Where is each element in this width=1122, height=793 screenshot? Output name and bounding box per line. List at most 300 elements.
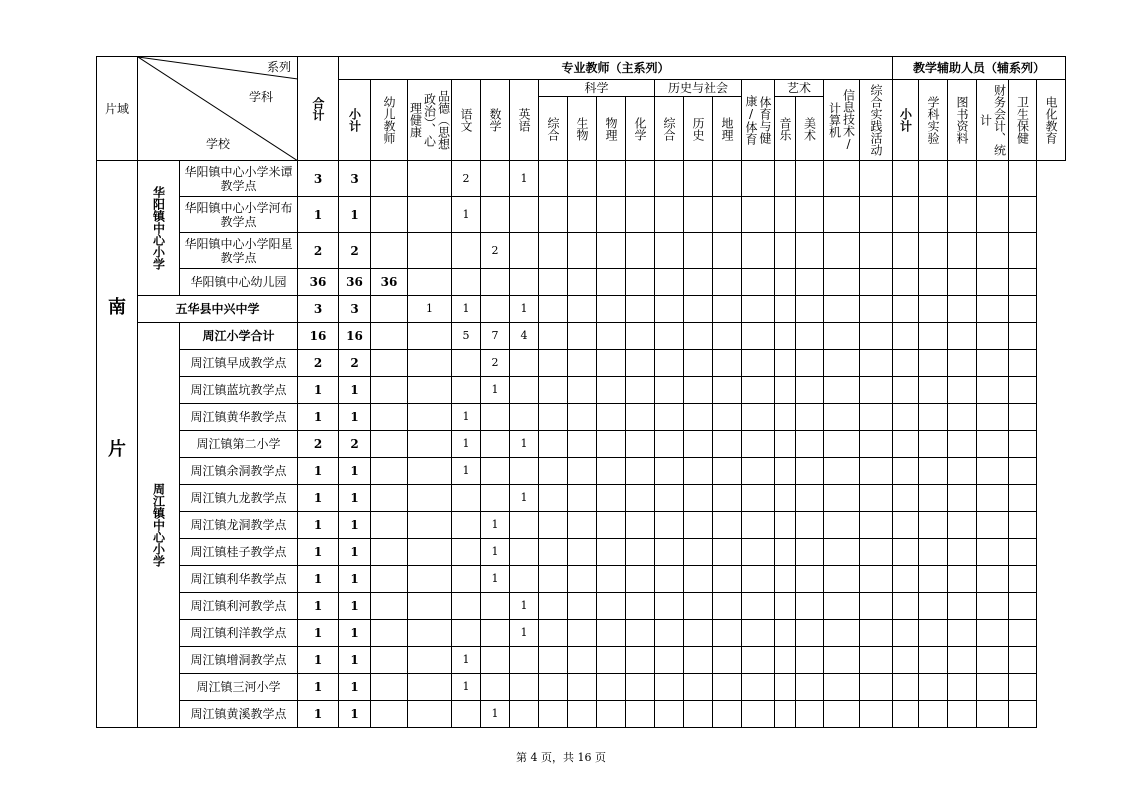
- subtotal-cell: 1: [339, 404, 371, 431]
- diag-school-label: 学校: [206, 137, 231, 151]
- header-hist-soc: 历史与社会: [655, 80, 742, 97]
- empty-cell: [860, 431, 893, 458]
- header-chemistry: 化学: [626, 97, 655, 161]
- empty-cell: [977, 674, 1009, 701]
- empty-cell: [539, 458, 568, 485]
- school-name-cell: 周江镇利华教学点: [180, 566, 298, 593]
- empty-cell: [919, 539, 948, 566]
- school-name-cell: 周江镇利洋教学点: [180, 620, 298, 647]
- empty-cell: [860, 620, 893, 647]
- empty-cell: [893, 404, 919, 431]
- empty-cell: [742, 458, 775, 485]
- empty-cell: [919, 566, 948, 593]
- empty-cell: [796, 458, 824, 485]
- total-cell: 3: [298, 296, 339, 323]
- empty-cell: [626, 431, 655, 458]
- empty-cell: [655, 566, 684, 593]
- empty-cell: [796, 377, 824, 404]
- table-row: [97, 701, 1066, 728]
- empty-cell: [977, 512, 1009, 539]
- empty-cell: [796, 431, 824, 458]
- table-row: [97, 647, 1066, 674]
- empty-cell: [742, 377, 775, 404]
- empty-cell: [796, 269, 824, 296]
- total-cell: 3: [298, 161, 339, 197]
- empty-cell: [742, 296, 775, 323]
- moral-cell: [408, 377, 452, 404]
- subtotal-cell: 1: [339, 593, 371, 620]
- total-cell: 1: [298, 593, 339, 620]
- table-row: [97, 233, 1066, 269]
- empty-cell: [1009, 458, 1037, 485]
- preschool-cell: [371, 620, 408, 647]
- group-name-cell: 华阳镇中心小学: [138, 161, 180, 296]
- moral-cell: [408, 161, 452, 197]
- empty-cell: [919, 197, 948, 233]
- empty-cell: [539, 647, 568, 674]
- chinese-cell: 1: [452, 296, 481, 323]
- empty-cell: [597, 350, 626, 377]
- empty-cell: [796, 566, 824, 593]
- preschool-cell: [371, 458, 408, 485]
- empty-cell: [1009, 431, 1037, 458]
- empty-cell: [1009, 593, 1037, 620]
- chinese-cell: [452, 269, 481, 296]
- empty-cell: [824, 296, 860, 323]
- empty-cell: [626, 323, 655, 350]
- header-finance: 财务会计、统计: [977, 80, 1009, 161]
- empty-cell: [1009, 647, 1037, 674]
- empty-cell: [948, 458, 977, 485]
- empty-cell: [893, 350, 919, 377]
- empty-cell: [977, 404, 1009, 431]
- empty-cell: [1009, 539, 1037, 566]
- moral-cell: [408, 431, 452, 458]
- school-name-cell: 周江镇余洞教学点: [180, 458, 298, 485]
- empty-cell: [824, 593, 860, 620]
- empty-cell: [824, 431, 860, 458]
- header-av: 电化教育: [1037, 80, 1066, 161]
- math-cell: [481, 197, 510, 233]
- empty-cell: [775, 485, 796, 512]
- subtotal-cell: 3: [339, 161, 371, 197]
- empty-cell: [539, 233, 568, 269]
- empty-cell: [684, 485, 713, 512]
- moral-cell: [408, 323, 452, 350]
- empty-cell: [568, 431, 597, 458]
- table-row: [97, 269, 1066, 296]
- empty-cell: [655, 161, 684, 197]
- empty-cell: [626, 197, 655, 233]
- chinese-cell: [452, 233, 481, 269]
- empty-cell: [824, 485, 860, 512]
- empty-cell: [775, 431, 796, 458]
- empty-cell: [597, 593, 626, 620]
- preschool-cell: [371, 197, 408, 233]
- empty-cell: [713, 566, 742, 593]
- empty-cell: [977, 296, 1009, 323]
- subtotal-cell: 36: [339, 269, 371, 296]
- empty-cell: [893, 485, 919, 512]
- empty-cell: [568, 197, 597, 233]
- english-cell: [510, 269, 539, 296]
- empty-cell: [597, 701, 626, 728]
- empty-cell: [977, 377, 1009, 404]
- math-cell: [481, 296, 510, 323]
- header-biology: 生物: [568, 97, 597, 161]
- chinese-cell: 1: [452, 404, 481, 431]
- empty-cell: [684, 593, 713, 620]
- empty-cell: [796, 323, 824, 350]
- empty-cell: [626, 350, 655, 377]
- empty-cell: [824, 701, 860, 728]
- moral-cell: [408, 485, 452, 512]
- school-name-cell: 华阳镇中心小学阳星教学点: [180, 233, 298, 269]
- empty-cell: [539, 269, 568, 296]
- math-cell: 7: [481, 323, 510, 350]
- empty-cell: [597, 377, 626, 404]
- empty-cell: [597, 269, 626, 296]
- english-cell: [510, 566, 539, 593]
- empty-cell: [948, 485, 977, 512]
- header-it: 信息技术/计算机: [824, 80, 860, 161]
- header-lab: 学科实验: [919, 80, 948, 161]
- empty-cell: [713, 377, 742, 404]
- diag-series-label: 系列: [266, 60, 291, 74]
- empty-cell: [775, 323, 796, 350]
- header-physics: 物理: [597, 97, 626, 161]
- empty-cell: [713, 620, 742, 647]
- math-cell: 1: [481, 566, 510, 593]
- empty-cell: [713, 647, 742, 674]
- empty-cell: [977, 593, 1009, 620]
- empty-cell: [568, 593, 597, 620]
- empty-cell: [655, 233, 684, 269]
- preschool-cell: [371, 566, 408, 593]
- empty-cell: [655, 539, 684, 566]
- empty-cell: [655, 269, 684, 296]
- empty-cell: [775, 539, 796, 566]
- empty-cell: [977, 647, 1009, 674]
- empty-cell: [713, 701, 742, 728]
- empty-cell: [539, 350, 568, 377]
- header-diagonal-cell: [138, 57, 298, 161]
- empty-cell: [626, 647, 655, 674]
- math-cell: [481, 620, 510, 647]
- empty-cell: [948, 701, 977, 728]
- empty-cell: [948, 323, 977, 350]
- region-cell: [97, 161, 138, 728]
- empty-cell: [655, 197, 684, 233]
- header-preschool: 幼儿教师: [371, 80, 408, 161]
- preschool-cell: [371, 404, 408, 431]
- table-row: [97, 296, 1066, 323]
- header-music: 音乐: [775, 97, 796, 161]
- empty-cell: [948, 377, 977, 404]
- empty-cell: [742, 701, 775, 728]
- empty-cell: [568, 620, 597, 647]
- subtotal-cell: 1: [339, 197, 371, 233]
- empty-cell: [626, 512, 655, 539]
- empty-cell: [568, 458, 597, 485]
- empty-cell: [1009, 512, 1037, 539]
- total-cell: 36: [298, 269, 339, 296]
- empty-cell: [775, 647, 796, 674]
- empty-cell: [713, 539, 742, 566]
- empty-cell: [713, 512, 742, 539]
- empty-cell: [713, 404, 742, 431]
- school-name-cell: 周江镇蓝坑教学点: [180, 377, 298, 404]
- math-cell: 1: [481, 377, 510, 404]
- preschool-cell: [371, 431, 408, 458]
- math-cell: [481, 674, 510, 701]
- empty-cell: [713, 269, 742, 296]
- empty-cell: [742, 197, 775, 233]
- empty-cell: [539, 161, 568, 197]
- empty-cell: [1009, 485, 1037, 512]
- empty-cell: [860, 377, 893, 404]
- empty-cell: [539, 377, 568, 404]
- chinese-cell: [452, 377, 481, 404]
- empty-cell: [824, 323, 860, 350]
- empty-cell: [860, 593, 893, 620]
- empty-cell: [948, 296, 977, 323]
- empty-cell: [568, 233, 597, 269]
- empty-cell: [824, 539, 860, 566]
- subtotal-cell: 1: [339, 512, 371, 539]
- empty-cell: [539, 323, 568, 350]
- empty-cell: [655, 350, 684, 377]
- empty-cell: [948, 404, 977, 431]
- empty-cell: [597, 620, 626, 647]
- empty-cell: [655, 620, 684, 647]
- total-cell: 1: [298, 620, 339, 647]
- empty-cell: [948, 233, 977, 269]
- chinese-cell: [452, 593, 481, 620]
- moral-cell: [408, 701, 452, 728]
- chinese-cell: [452, 350, 481, 377]
- empty-cell: [824, 566, 860, 593]
- empty-cell: [919, 701, 948, 728]
- header-arts: 艺术: [775, 80, 824, 97]
- empty-cell: [919, 674, 948, 701]
- empty-cell: [948, 431, 977, 458]
- math-cell: [481, 404, 510, 431]
- empty-cell: [713, 161, 742, 197]
- header-english: 英语: [510, 80, 539, 161]
- empty-cell: [860, 539, 893, 566]
- empty-cell: [684, 269, 713, 296]
- empty-cell: [824, 269, 860, 296]
- moral-cell: [408, 197, 452, 233]
- table-row: [97, 485, 1066, 512]
- empty-cell: [655, 377, 684, 404]
- empty-cell: [655, 593, 684, 620]
- empty-cell: [1009, 377, 1037, 404]
- empty-cell: [977, 269, 1009, 296]
- empty-cell: [626, 593, 655, 620]
- empty-cell: [713, 350, 742, 377]
- total-cell: 1: [298, 512, 339, 539]
- empty-cell: [568, 566, 597, 593]
- math-cell: 1: [481, 539, 510, 566]
- empty-cell: [948, 512, 977, 539]
- empty-cell: [775, 161, 796, 197]
- empty-cell: [742, 431, 775, 458]
- empty-cell: [775, 197, 796, 233]
- preschool-cell: [371, 350, 408, 377]
- table-row: [97, 350, 1066, 377]
- empty-cell: [713, 197, 742, 233]
- empty-cell: [977, 458, 1009, 485]
- table-row: [97, 404, 1066, 431]
- total-cell: 1: [298, 458, 339, 485]
- school-name-cell: 华阳镇中心小学米谭教学点: [180, 161, 298, 197]
- preschool-cell: [371, 593, 408, 620]
- total-cell: 16: [298, 323, 339, 350]
- chinese-cell: 1: [452, 674, 481, 701]
- empty-cell: [568, 485, 597, 512]
- empty-cell: [919, 620, 948, 647]
- chinese-cell: 1: [452, 197, 481, 233]
- empty-cell: [713, 458, 742, 485]
- empty-cell: [860, 197, 893, 233]
- empty-cell: [655, 458, 684, 485]
- empty-cell: [948, 269, 977, 296]
- moral-cell: [408, 566, 452, 593]
- empty-cell: [713, 593, 742, 620]
- empty-cell: [824, 350, 860, 377]
- empty-cell: [597, 404, 626, 431]
- empty-cell: [742, 512, 775, 539]
- moral-cell: [408, 404, 452, 431]
- moral-cell: [408, 674, 452, 701]
- preschool-cell: [371, 647, 408, 674]
- empty-cell: [775, 233, 796, 269]
- region-char-1: 南: [108, 297, 126, 318]
- empty-cell: [775, 512, 796, 539]
- empty-cell: [860, 458, 893, 485]
- empty-cell: [919, 161, 948, 197]
- table-row: [97, 512, 1066, 539]
- empty-cell: [539, 296, 568, 323]
- empty-cell: [626, 296, 655, 323]
- subtotal-cell: 1: [339, 566, 371, 593]
- empty-cell: [893, 620, 919, 647]
- empty-cell: [977, 431, 1009, 458]
- total-cell: 1: [298, 674, 339, 701]
- empty-cell: [1009, 701, 1037, 728]
- empty-cell: [860, 485, 893, 512]
- empty-cell: [539, 593, 568, 620]
- empty-cell: [597, 161, 626, 197]
- preschool-cell: [371, 323, 408, 350]
- empty-cell: [742, 233, 775, 269]
- empty-cell: [539, 431, 568, 458]
- empty-cell: [626, 233, 655, 269]
- subtotal-cell: 2: [339, 350, 371, 377]
- empty-cell: [626, 161, 655, 197]
- empty-cell: [568, 377, 597, 404]
- preschool-cell: [371, 701, 408, 728]
- empty-cell: [796, 701, 824, 728]
- empty-cell: [775, 404, 796, 431]
- empty-cell: [824, 377, 860, 404]
- empty-cell: [626, 620, 655, 647]
- empty-cell: [860, 296, 893, 323]
- empty-cell: [919, 431, 948, 458]
- empty-cell: [742, 350, 775, 377]
- empty-cell: [796, 197, 824, 233]
- total-cell: 1: [298, 485, 339, 512]
- empty-cell: [684, 350, 713, 377]
- empty-cell: [948, 350, 977, 377]
- empty-cell: [742, 593, 775, 620]
- empty-cell: [860, 566, 893, 593]
- table-row: [97, 197, 1066, 233]
- empty-cell: [824, 647, 860, 674]
- header-subtotal: 小计: [339, 80, 371, 161]
- empty-cell: [684, 539, 713, 566]
- total-cell: 1: [298, 701, 339, 728]
- english-cell: [510, 647, 539, 674]
- header-geography: 地理: [713, 97, 742, 161]
- empty-cell: [860, 323, 893, 350]
- empty-cell: [1009, 674, 1037, 701]
- subtotal-cell: 2: [339, 431, 371, 458]
- empty-cell: [775, 296, 796, 323]
- math-cell: 1: [481, 512, 510, 539]
- empty-cell: [919, 593, 948, 620]
- empty-cell: [655, 431, 684, 458]
- empty-cell: [1009, 269, 1037, 296]
- school-name-cell: 周江镇第二小学: [180, 431, 298, 458]
- empty-cell: [1009, 233, 1037, 269]
- empty-cell: [919, 296, 948, 323]
- table-row: [97, 431, 1066, 458]
- empty-cell: [597, 566, 626, 593]
- header-chinese: 语文: [452, 80, 481, 161]
- math-cell: [481, 593, 510, 620]
- empty-cell: [824, 197, 860, 233]
- chinese-cell: 1: [452, 647, 481, 674]
- table-row: [97, 674, 1066, 701]
- english-cell: [510, 674, 539, 701]
- empty-cell: [1009, 197, 1037, 233]
- moral-cell: [408, 647, 452, 674]
- total-cell: 1: [298, 377, 339, 404]
- empty-cell: [742, 323, 775, 350]
- empty-cell: [796, 539, 824, 566]
- empty-cell: [893, 566, 919, 593]
- total-cell: 1: [298, 566, 339, 593]
- subtotal-cell: 1: [339, 377, 371, 404]
- empty-cell: [796, 161, 824, 197]
- empty-cell: [977, 233, 1009, 269]
- empty-cell: [684, 323, 713, 350]
- school-name-cell: 华阳镇中心小学河布教学点: [180, 197, 298, 233]
- empty-cell: [597, 512, 626, 539]
- table-row: [97, 593, 1066, 620]
- empty-cell: [977, 485, 1009, 512]
- school-name-cell: 周江镇黄华教学点: [180, 404, 298, 431]
- empty-cell: [796, 485, 824, 512]
- school-name-cell: 五华县中兴中学: [138, 296, 298, 323]
- empty-cell: [597, 296, 626, 323]
- empty-cell: [539, 485, 568, 512]
- empty-cell: [742, 566, 775, 593]
- empty-cell: [742, 485, 775, 512]
